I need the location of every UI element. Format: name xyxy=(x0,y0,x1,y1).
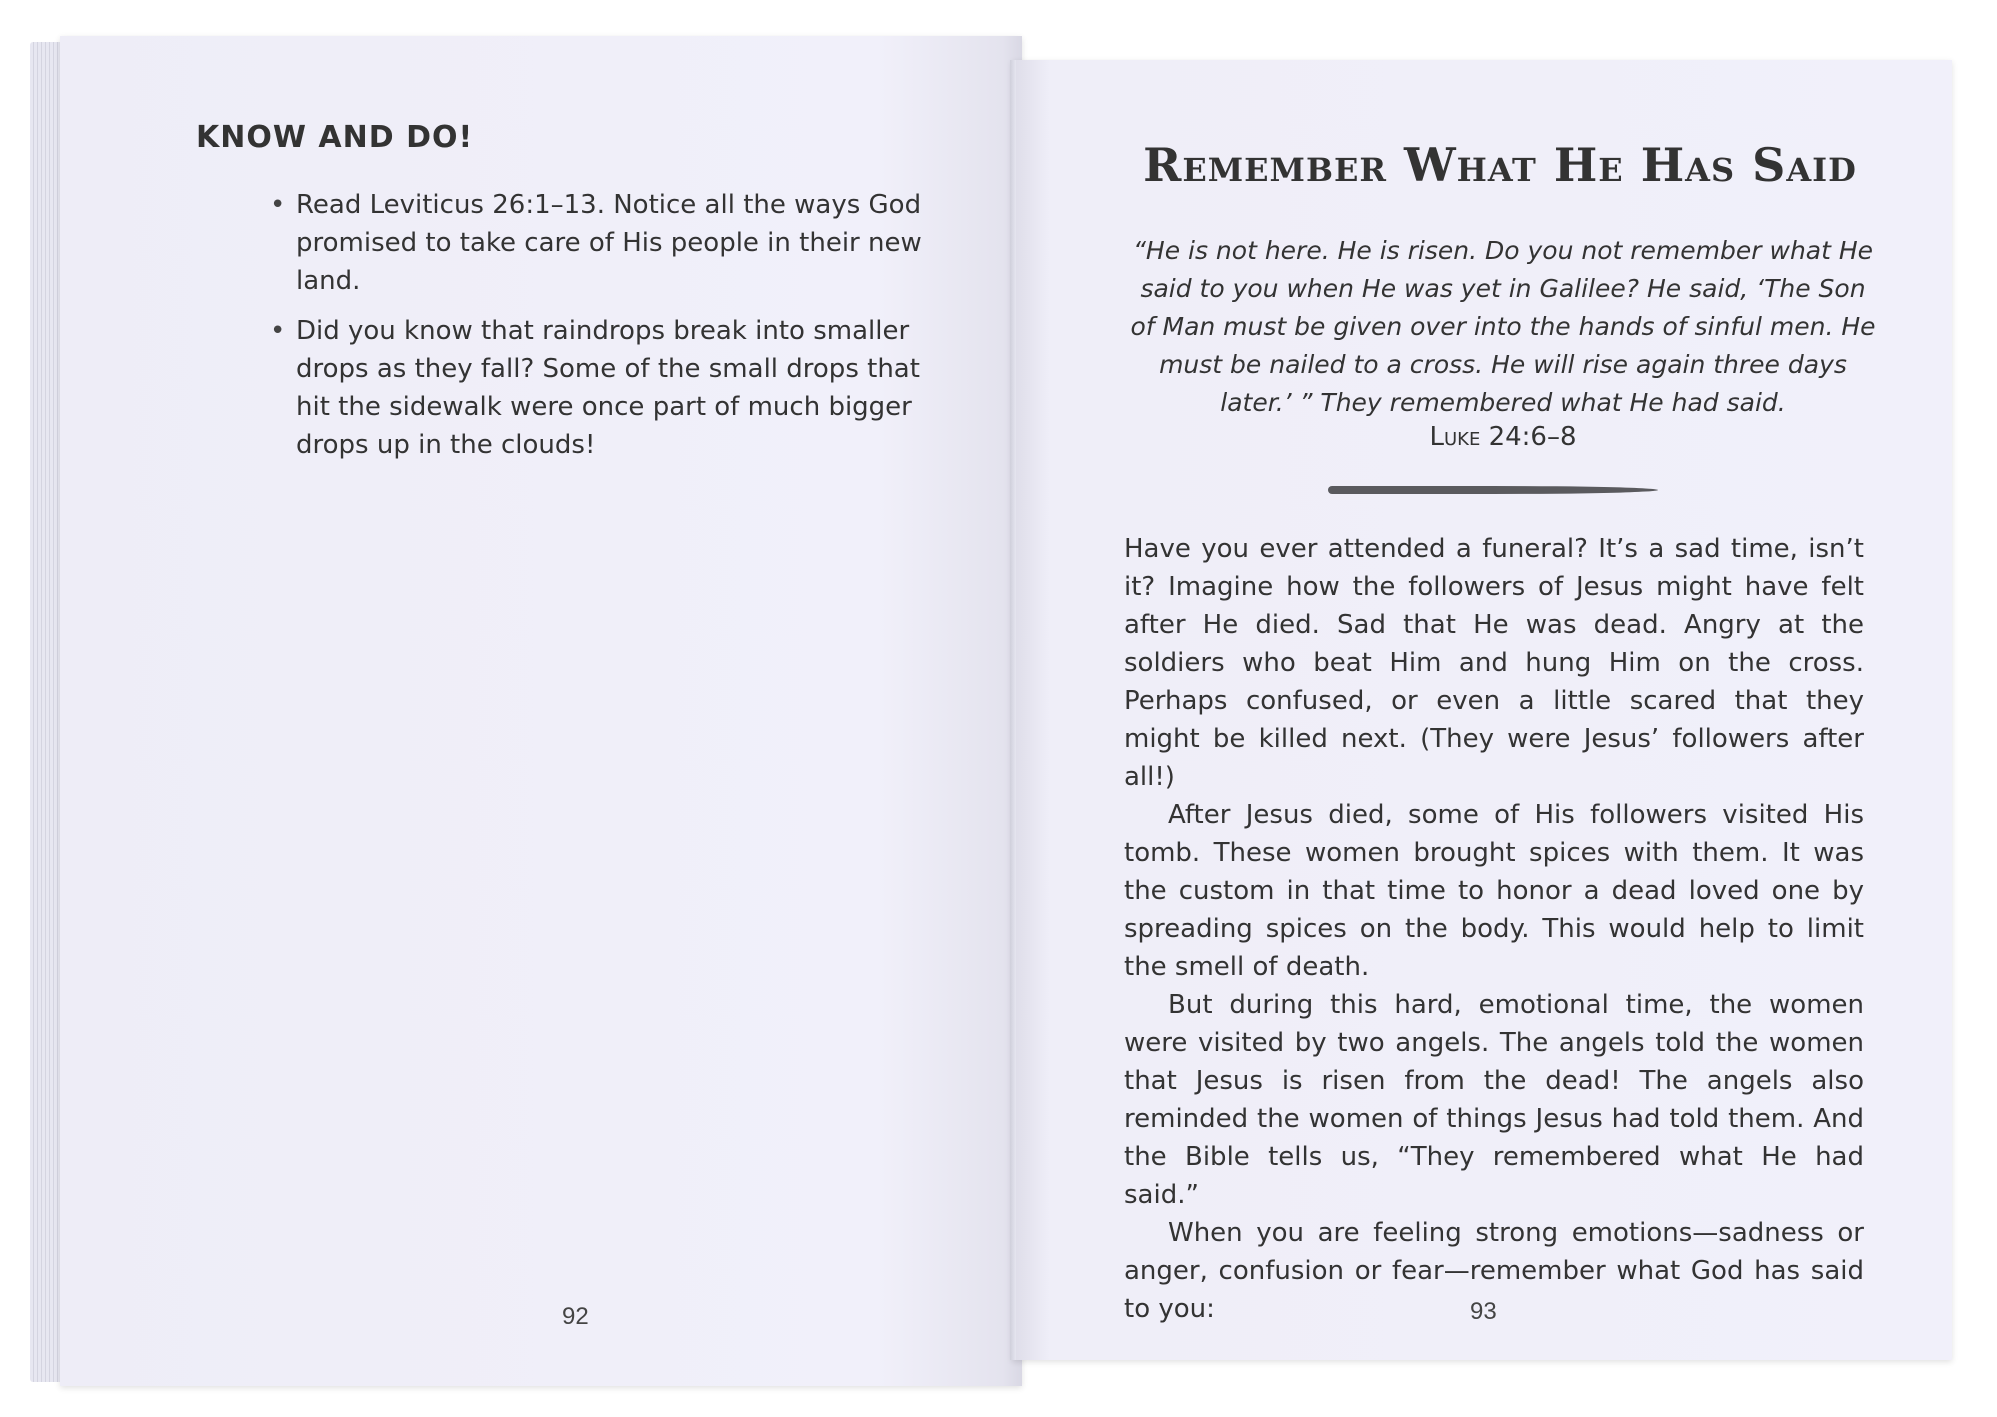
brush-divider xyxy=(1328,486,1658,494)
scripture-reference: Luke 24:6–8 xyxy=(1429,422,1577,452)
know-and-do-heading: KNOW AND DO! xyxy=(196,120,474,155)
page-number-left: 92 xyxy=(562,1303,589,1330)
scripture-quote: “He is not here. He is risen. Do you not remember what He said to you when He was yet in Galilee? He said, ‘The Son of Man must be given over into the hands of sinful men. He must be nailed to a cross. He will rise again three days later.’ ” They remembered what He had said. xyxy=(1130,236,1876,417)
paragraph: When you are feeling strong emotions—sadness or anger, confusion or fear—remember what God has said to you: xyxy=(1124,1218,1864,1324)
list-item: • Read Leviticus 26:1–13. Notice all the ways God promised to take care of His people in their new land. xyxy=(270,186,930,300)
know-and-do-list xyxy=(270,186,930,476)
paragraph: Have you ever attended a funeral? It’s a sad time, isn’t it? Imagine how the followers of Jesus might have felt after He died. Sad that He was dead. Angry at the soldiers who beat Him and hung Him on the cross. Perhaps confused, or even a little scared that they might be killed next. (They were Jesus’ followers after all!) xyxy=(1124,534,1864,792)
paragraph: After Jesus died, some of His followers visited His tomb. These women brought spices with them. It was the custom in that time to honor a dead loved one by spreading spices on the body. This would help to limit the smell of death. xyxy=(1124,800,1864,982)
body-text xyxy=(1124,530,1864,1328)
paragraph: But during this hard, emotional time, the women were visited by two angels. The angels told the women that Jesus is risen from the dead! The angels also reminded the women of things Jesus had told them. And the Bible tells us, “They remembered what He had said.” xyxy=(1124,990,1864,1210)
list-item: • Did you know that raindrops break into smaller drops as they fall? Some of the small drops that hit the sidewalk were once part of much bigger drops up in the clouds! xyxy=(270,312,930,464)
chapter-title: Remember What He Has Said xyxy=(1143,138,1857,192)
page-number-right: 93 xyxy=(1470,1298,1497,1325)
book-gutter xyxy=(1010,60,1016,1360)
